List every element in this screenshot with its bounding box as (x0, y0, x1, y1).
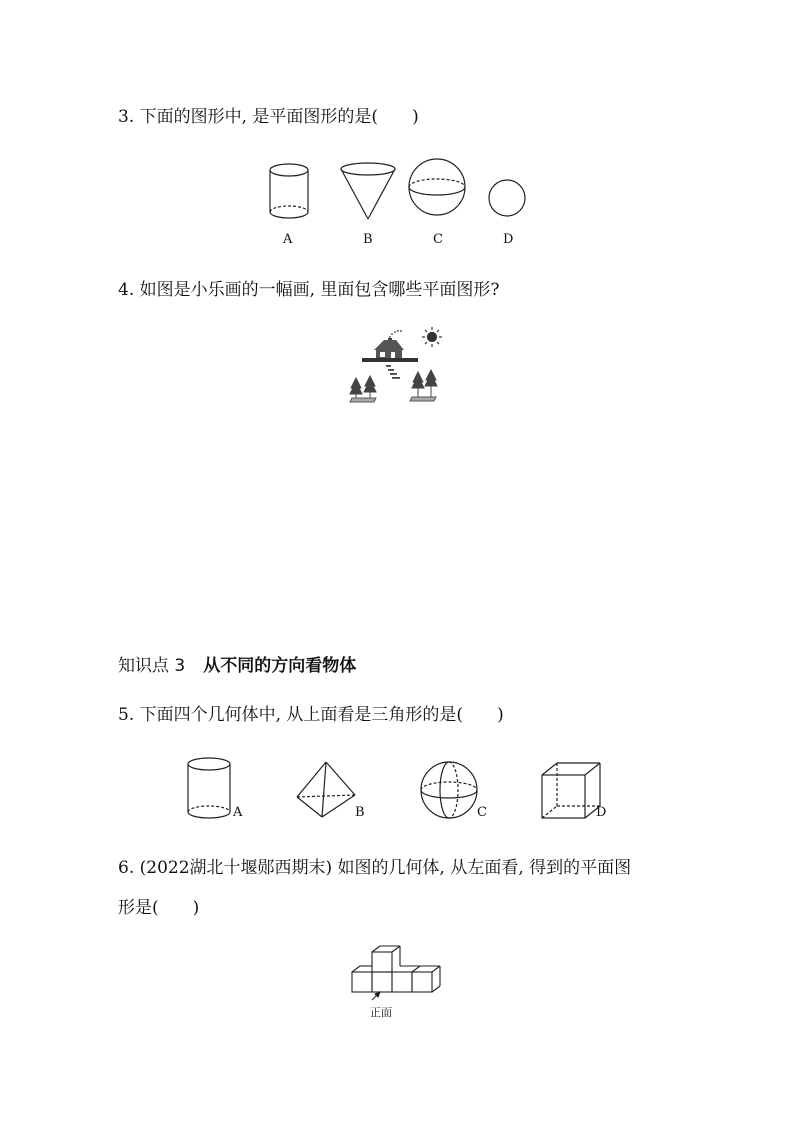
sun-icon (422, 327, 442, 347)
tree-icon-right (410, 370, 437, 401)
house-icon (362, 338, 418, 362)
cone-figure (341, 163, 395, 219)
question-6-line-2: 形是( ) (118, 898, 200, 918)
front-arrow-icon (372, 992, 380, 1000)
q5-figures (185, 755, 615, 825)
sphere-figure (409, 159, 465, 215)
cylinder-figure (188, 758, 230, 818)
cylinder-figure (270, 164, 308, 218)
section-heading (118, 651, 356, 676)
q5-label-c: C (477, 805, 487, 820)
smoke-dots (389, 330, 402, 338)
tree-icon-left (350, 376, 376, 402)
q3-label-a: A (283, 232, 293, 247)
q3-label-d: D (503, 232, 514, 247)
landscape-drawing (348, 326, 448, 406)
cube-stack-figure (350, 944, 450, 1004)
q3-label-c: C (433, 232, 443, 247)
question-5-text: 5. 下面四个几何体中, 从上面看是三角形的是( ) (118, 705, 504, 725)
sphere-figure (421, 762, 477, 818)
q5-label-b: B (355, 805, 365, 820)
circle-figure (489, 180, 525, 216)
q5-label-a: A (233, 805, 243, 820)
tetrahedron-figure (297, 762, 355, 817)
section-number: 知识点 3 (118, 656, 186, 676)
front-view-label: 正面 (370, 1006, 392, 1019)
q3-figures (260, 155, 540, 225)
q5-label-d: D (596, 805, 607, 820)
section-subtitle: 从不同的方向看物体 (203, 656, 357, 676)
question-3-text: 3. 下面的图形中, 是平面图形的是( ) (118, 107, 419, 127)
cube-figure (542, 763, 600, 818)
path-steps (386, 365, 400, 379)
q3-label-b: B (363, 232, 373, 247)
question-4-text: 4. 如图是小乐画的一幅画, 里面包含哪些平面图形? (118, 280, 500, 300)
question-6-line-1: 6. (2022湖北十堰郧西期末) 如图的几何体, 从左面看, 得到的平面图 (118, 858, 632, 878)
